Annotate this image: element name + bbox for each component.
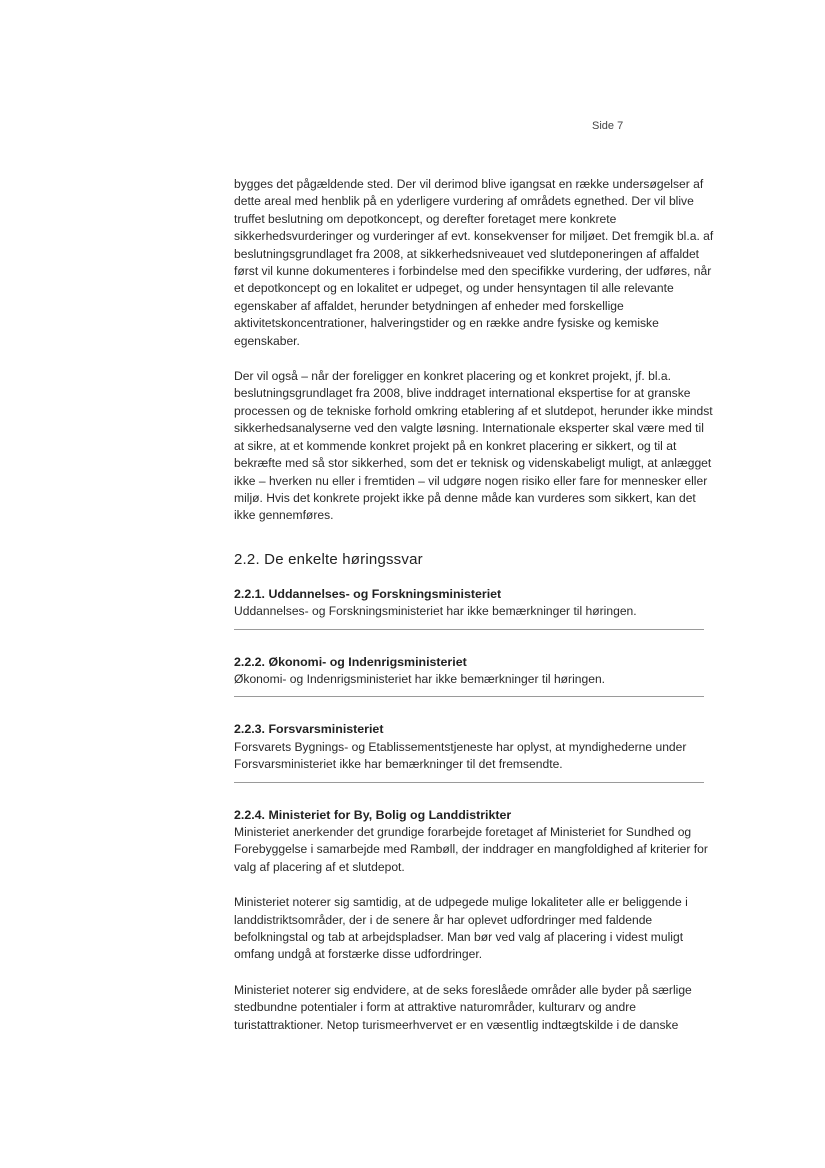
subsection-heading: 2.2.1. Uddannelses- og Forskningsministeriet bbox=[234, 586, 502, 601]
subsection-oekonomi-og-indenrigsministeriet bbox=[234, 654, 716, 698]
section-divider bbox=[234, 696, 704, 697]
subsection-paragraph: Ministeriet noterer sig samtidig, at de udpegede mulige lokaliteter alle er beliggende i landdistriktsområder, der i de senere år har oplevet udfordringer med faldende befolkningstal og tab at arbejdspladser. Man bør ved valg af placering i videst muligt omfang undgå at forstærke disse udfordringer. bbox=[234, 895, 688, 962]
section-heading: 2.2. De enkelte høringssvar bbox=[234, 550, 423, 568]
subsection-text: Forsvarets Bygnings- og Etablissementstjeneste har oplyst, at myndighederne under Forsvarsministeriet ikke har bemærkninger til det fremsendte. bbox=[234, 739, 687, 772]
subsection-heading: 2.2.4. Ministeriet for By, Bolig og Landdistrikter bbox=[234, 807, 512, 822]
page-content bbox=[234, 176, 716, 1052]
subsection-text: Uddannelses- og Forskningsministeriet har ikke bemærkninger til høringen. bbox=[234, 604, 637, 619]
page-number: Side 7 bbox=[592, 120, 624, 132]
subsection-heading: 2.2.3. Forsvarsministeriet bbox=[234, 722, 384, 737]
subsection-ministeriet-for-by-bolig-og-landdistrikter bbox=[234, 807, 716, 1034]
section-divider bbox=[234, 782, 704, 783]
subsection-heading: 2.2.2. Økonomi- og Indenrigsministeriet bbox=[234, 654, 467, 669]
body-paragraph: Der vil også – når der foreligger en konkret placering og et konkret projekt, jf. bl.a. beslutningsgrundlaget fra 2008, blive inddraget international ekspertise for at granske processen og de tekniske forhold omkring etablering af et slutdepot, herunder ikke mindst sikkerhedsanalyserne ved den valgte løsning. Internationale eksperter skal være med til at sikre, at et kommende konkret projekt på en konkret placering er sikkert, og til at bekræfte med så stor sikkerhed, som det er teknisk og videnskabeligt muligt, at anlægget ikke – hverken nu eller i fremtiden – vil udgøre nogen risiko eller fare for mennesker eller miljø. Hvis det konkrete projekt ikke på denne måde kan vurderes som sikkert, kan det ikke gennemføres. bbox=[234, 369, 713, 523]
subsection-paragraph: Ministeriet noterer sig endvidere, at de seks foreslåede områder alle byder på særlige stedbundne potentialer i form at attraktive naturområder, kulturarv og andre turistattraktioner. Netop turismeerhvervet er en væsentlig indtægtskilde i de danske bbox=[234, 982, 692, 1032]
subsection-uddannelses-og-forskningsministeriet bbox=[234, 586, 716, 630]
section-divider bbox=[234, 629, 704, 630]
subsection-forsvarsministeriet bbox=[234, 721, 716, 782]
subsection-paragraph: Ministeriet anerkender det grundige forarbejde foretaget af Ministeriet for Sundhed og Forebyggelse i samarbejde med Rambøll, der inddrager en mangfoldighed af kriterier for valg af placering af et slutdepot. bbox=[234, 824, 708, 874]
subsection-text: Økonomi- og Indenrigsministeriet har ikke bemærkninger til høringen. bbox=[234, 671, 606, 686]
body-paragraph: bygges det pågældende sted. Der vil derimod blive igangsat en række undersøgelser af dette areal med henblik på en yderligere vurdering af områdets egnethed. Der vil blive truffet beslutning om depotkoncept, og derefter foretaget mere konkrete sikkerhedsvurderinger og vurderinger af evt. konsekvenser for miljøet. Det fremgik bl.a. af beslutningsgrundlaget fra 2008, at sikkerhedsniveauet ved slutdeponeringen af affaldet først vil kunne dokumenteres i forbindelse med den specifikke vurdering, der udføres, når et depotkoncept og en lokalitet er udpeget, og under hensyntagen til alle relevante egenskaber af affaldet, herunder betydningen af enheder med forskellige aktivitetskoncentrationer, halveringstider og en række andre fysiske og kemiske egenskaber. bbox=[234, 177, 714, 348]
